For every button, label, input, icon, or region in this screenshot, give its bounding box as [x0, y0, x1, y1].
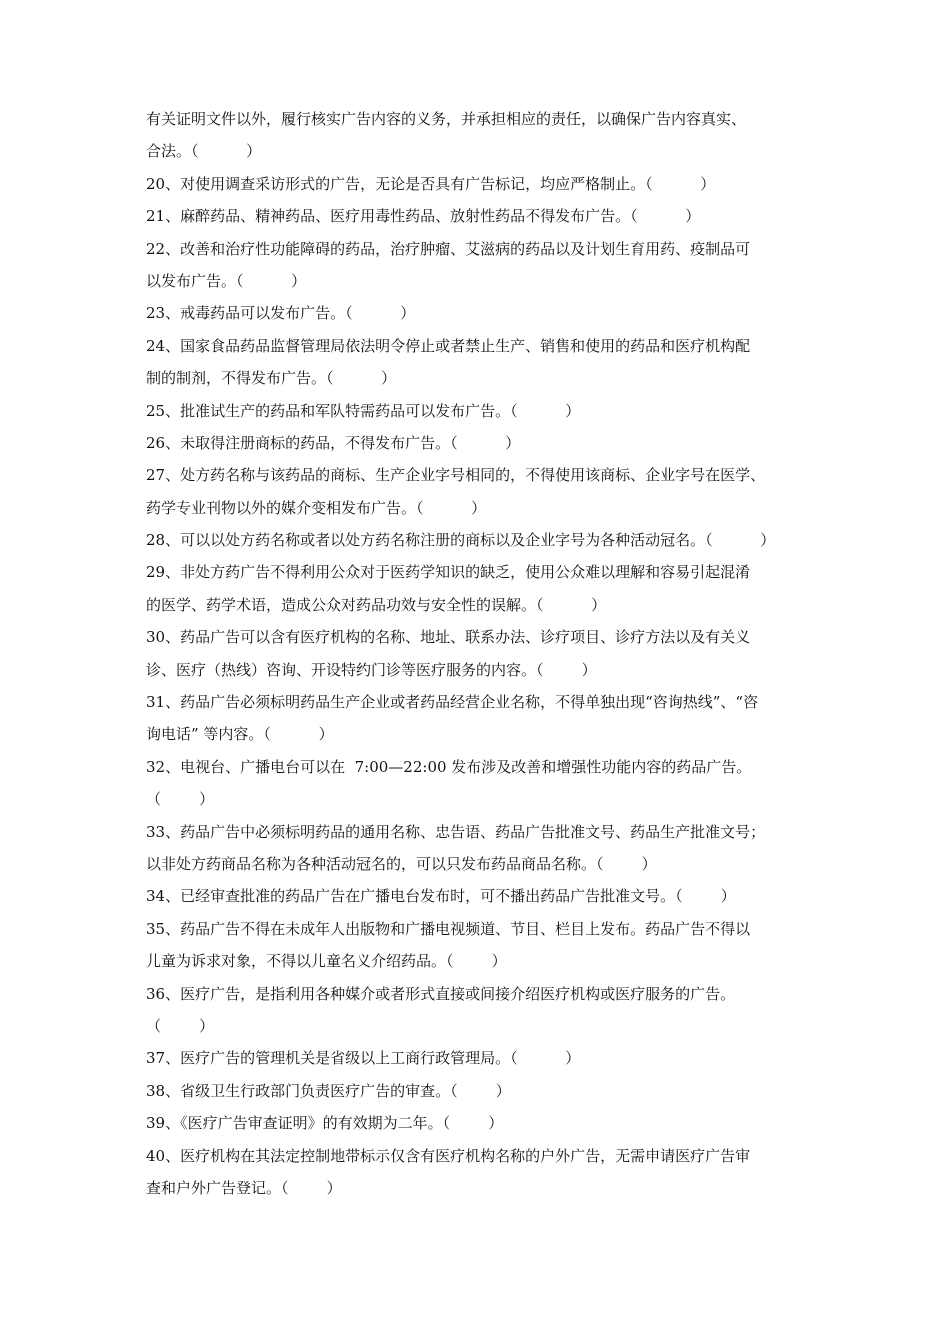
question-39: 39、《医疗广告审查证明》的有效期为二年。（ ） — [146, 1114, 504, 1133]
question-26: 26、未取得注册商标的药品，不得发布广告。（ ） — [146, 433, 521, 452]
text-line: 询电话” 等内容。（ ） — [146, 725, 334, 744]
page-content — [146, 103, 816, 1204]
text-line: 的医学、药学术语，造成公众对药品功效与安全性的误解。（ ） — [146, 595, 607, 614]
question-30: 30、药品广告可以含有医疗机构的名称、地址、联系办法、诊疗项目、诊疗方法以及有关义 — [146, 628, 751, 647]
text-line: 以非处方药商品名称为各种活动冠名的，可以只发布药品商品名称。（ ） — [146, 854, 657, 873]
question-29: 29、非处方药广告不得利用公众对于医药学知识的缺乏，使用公众难以理解和容易引起混淆 — [146, 563, 751, 582]
question-25: 25、批准试生产的药品和军队特需药品可以发布广告。（ ） — [146, 401, 581, 420]
question-37: 37、医疗广告的管理机关是省级以上工商行政管理局。（ ） — [146, 1049, 581, 1068]
question-28: 28、可以以处方药名称或者以处方药名称注册的商标以及企业字号为各种活动冠名。（ ） — [146, 531, 776, 550]
text-line: 儿童为诉求对象，不得以儿童名义介绍药品。（ ） — [146, 952, 507, 971]
text-line: 制的制剂，不得发布广告。（ ） — [146, 369, 397, 388]
question-34: 34、已经审查批准的药品广告在广播电台发布时，可不播出药品广告批准文号。（ ） — [146, 887, 736, 906]
text-line: 合法。（ ） — [146, 142, 262, 161]
text-line: 诊、医疗（热线）咨询、开设特约门诊等医疗服务的内容。（ ） — [146, 660, 597, 679]
question-23: 23、戒毒药品可以发布广告。（ ） — [146, 304, 416, 323]
question-21: 21、麻醉药品、精神药品、医疗用毒性药品、放射性药品不得发布广告。（ ） — [146, 207, 701, 226]
text-line: 查和户外广告登记。（ ） — [146, 1178, 342, 1197]
question-40: 40、医疗机构在其法定控制地带标示仅含有医疗机构名称的户外广告，无需申请医疗广告审 — [146, 1146, 751, 1165]
question-22: 22、改善和治疗性功能障碍的药品，治疗肿瘤、艾滋病的药品以及计划生育用药、疫制品可 — [146, 239, 751, 258]
question-32: 32、电视台、广播电台可以在 7:00—22:00 发布涉及改善和增强性功能内容的药品广告。 — [146, 757, 752, 776]
question-20: 20、对使用调查采访形式的广告，无论是否具有广告标记，均应严格制止。（ ） — [146, 174, 716, 193]
question-36: 36、医疗广告，是指利用各种媒介或者形式直接或间接介绍医疗机构或医疗服务的广告。 — [146, 984, 736, 1003]
text-line: 药学专业刊物以外的媒介变相发布广告。（ ） — [146, 498, 487, 517]
text-line: 以发布广告。（ ） — [146, 271, 307, 290]
question-35: 35、药品广告不得在未成年人出版物和广播电视频道、节目、栏目上发布。药品广告不得以 — [146, 919, 751, 938]
text-line: （ ） — [146, 1016, 215, 1035]
question-31: 31、药品广告必须标明药品生产企业或者药品经营企业名称，不得单独出现“咨询热线”、“咨 — [146, 693, 759, 712]
question-24: 24、国家食品药品监督管理局依法明令停止或者禁止生产、销售和使用的药品和医疗机构配 — [146, 336, 751, 355]
question-38: 38、省级卫生行政部门负责医疗广告的审查。（ ） — [146, 1081, 511, 1100]
text-line: （ ） — [146, 790, 215, 809]
question-33: 33、药品广告中必须标明药品的通用名称、忠告语、药品广告批准文号、药品生产批准文号； — [146, 822, 766, 841]
question-27: 27、处方药名称与该药品的商标、生产企业字号相同的，不得使用该商标、企业字号在医学、 — [146, 466, 766, 485]
text-line: 有关证明文件以外，履行核实广告内容的义务，并承担相应的责任，以确保广告内容真实、 — [146, 110, 747, 128]
